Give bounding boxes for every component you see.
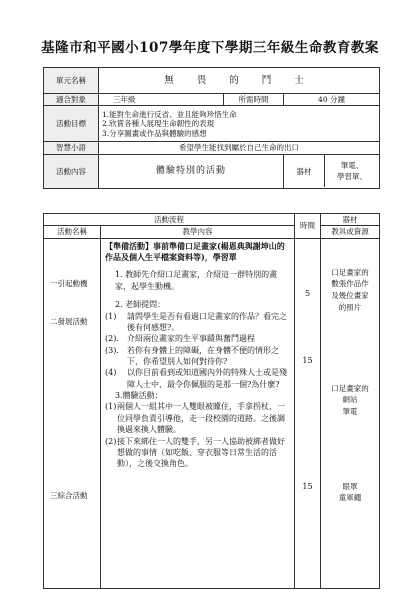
flow-header: 活動流程 (44, 214, 295, 226)
experience-item: (2) 接下來綁住一人的雙手，另一人協助被綁者做好想做的事情（如吃飯、穿衣服等日常生活的活動），之後交換角色。 (105, 436, 285, 469)
stage-label: 二發展活動 (50, 316, 88, 326)
content-header: 教學內容 (101, 226, 295, 238)
time-column (295, 238, 321, 588)
stage-label: 三綜合活動 (50, 490, 88, 500)
step-three: 3.體驗活動： (115, 391, 163, 401)
prep-activity: 【準備活動】事前準備口足畫家(楊恩典與謝坤山的作品及個人生平檔案資料等)，學習單 (105, 240, 285, 263)
equipment-item: 學習單、 (337, 172, 368, 182)
unit-label: 單元名稱 (44, 68, 99, 94)
document-title: 基隆市和平國小107學年度下學期三年級生命教育教案 (41, 40, 379, 56)
activity-label: 活動內容 (44, 154, 99, 188)
time-value: 5 (304, 288, 311, 298)
goal-item: 1.能對生命進行反省、並且能夠珍惜生命 (102, 109, 237, 119)
equipment-cell (284, 154, 380, 188)
time-header: 時間 (295, 214, 321, 239)
target-value: 三年級 (99, 94, 224, 106)
question-item: (4) 以你目前看到或知道國內外的特殊人士或是殘障人士中，最令你佩服的是那一個?為什麼? (105, 368, 287, 389)
goals-label: 活動目標 (44, 106, 99, 142)
wisdom-value: 希望學生能找到屬於自己生命的出口 (99, 142, 380, 154)
stage-label: 一引起動機 (50, 278, 88, 288)
goal-item: 3.分享圖畫或作品與體驗的感想 (102, 128, 207, 138)
experience-item: (1) 兩個人一組其中一人雙眼被矇住，手拿拐杖，一位同學負責引導他，走一段校園的道路。之後調換過來換人體驗。 (105, 402, 285, 435)
name-header: 活動名稱 (44, 226, 101, 238)
activity-value: 體驗特別的活動 (99, 154, 284, 188)
resources-header: 教具或資源 (321, 226, 380, 238)
time-value: 15 (302, 355, 313, 365)
resource-group: 口足畫家的 數張作品作 及幾位畫家 的照片 (331, 267, 369, 312)
unit-name: 無 畏 的 鬥 士 (99, 68, 380, 94)
time-value: 15 (302, 481, 313, 491)
step-one: 1. 教師先介紹口足畫家，介紹這一群特別的畫家，起學生動機。 (115, 270, 278, 291)
resource-group: 口足畫家的 網站 筆電 (331, 383, 369, 416)
question-item: (2). 介紹兩位畫家的生平事蹟與奮鬥過程 (105, 334, 255, 344)
step-two: 2. 老師提問： (115, 300, 166, 310)
wisdom-label: 智慧小語 (44, 142, 99, 154)
target-label: 適合對象 (44, 94, 99, 106)
question-item: (3). 若你有身體上的障礙，在身體不便的情形之下，你希望別人如何對待你? (105, 345, 279, 366)
resources-column (321, 238, 380, 588)
stage-column (44, 238, 101, 588)
time-value: 40 分鐘 (284, 94, 380, 106)
question-item: (1) 請問學生是否有看過口足畫家的作品？看完之後有何感想?。 (105, 311, 287, 332)
teaching-content (101, 238, 295, 588)
equipment-label: 器材 (284, 155, 325, 187)
equipment-header: 器材 (321, 214, 380, 226)
equipment-item: 筆電、 (340, 161, 364, 170)
time-label: 所需時間 (224, 94, 284, 106)
activity-flow-table (43, 213, 380, 589)
resource-group: 眼罩 童軍繩 (338, 481, 362, 503)
lesson-info-table (43, 67, 380, 189)
goals-list (99, 106, 380, 142)
goal-item: 2.欣賞各種人展現生命韌性的表現 (102, 119, 215, 129)
